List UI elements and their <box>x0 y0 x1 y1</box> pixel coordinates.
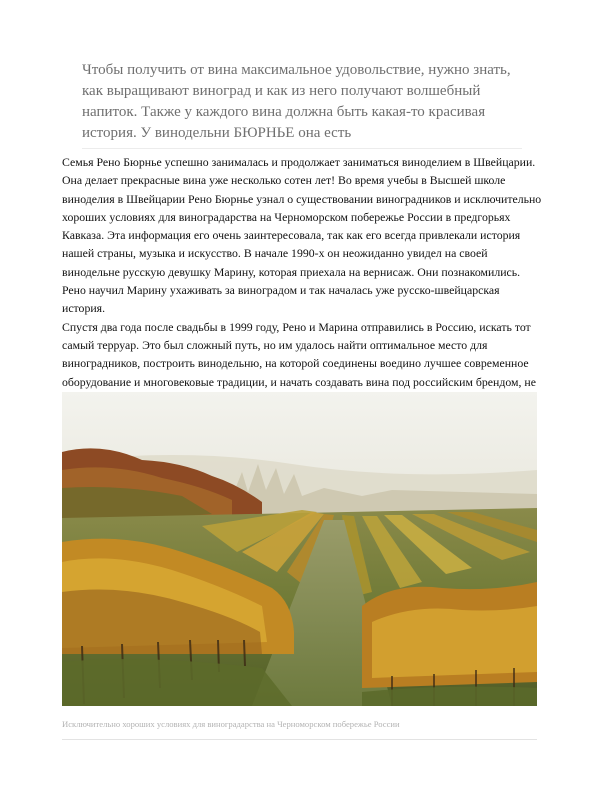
caption-divider <box>62 739 537 740</box>
article-paragraph-2: Спустя два года после свадьбы в 1999 году, Рено и Марина отправились в Россию, искать тот самый терруар. Это был сложный путь, но им удалось найти оптимальное место для виноградников, построить винодельню, на которой соединены воедино лучшее современное оборудование и многовековые традиции, и начать создавать вина под российским брендом, не <box>62 319 536 389</box>
vineyard-illustration <box>62 392 537 706</box>
article-body <box>62 153 544 409</box>
photo-caption: Исключительно хороших условиях для виноградарства на Черноморском побережье России <box>62 719 400 729</box>
lead-divider <box>82 148 522 149</box>
vineyard-photo <box>62 392 537 706</box>
lead-paragraph: Чтобы получить от вина максимальное удовольствие, нужно знать, как выращивают виноград и как из него получают волшебный напиток. Также у каждого вина должна быть какая-то красивая история. У винодельни БЮРНЬЕ она есть <box>82 62 511 141</box>
article-paragraph-1: Семья Рено Бюрнье успешно занималась и продолжает заниматься виноделием в Швейцарии. Она делает прекрасные вина уже несколько сотен лет! Во время учебы в Высшей школе виноделия в Швейцарии Рено Бюрнье узнал о существовании виноградников и исключительно хороших условиях для виноградарства на Черноморском побережье России в предгорьях Кавказа. Эта информация его очень заинтересовала, так как его всегда привлекали история нашей страны, музыка и искусство. В начале 1990-х он неожиданно увидел на своей винодельне русскую девушку Марину, которая приехала на вернисаж. Они познакомились. Рено научил Марину ухаживать за виноградом и так началась уже русско-швейцарская история. <box>62 155 542 316</box>
